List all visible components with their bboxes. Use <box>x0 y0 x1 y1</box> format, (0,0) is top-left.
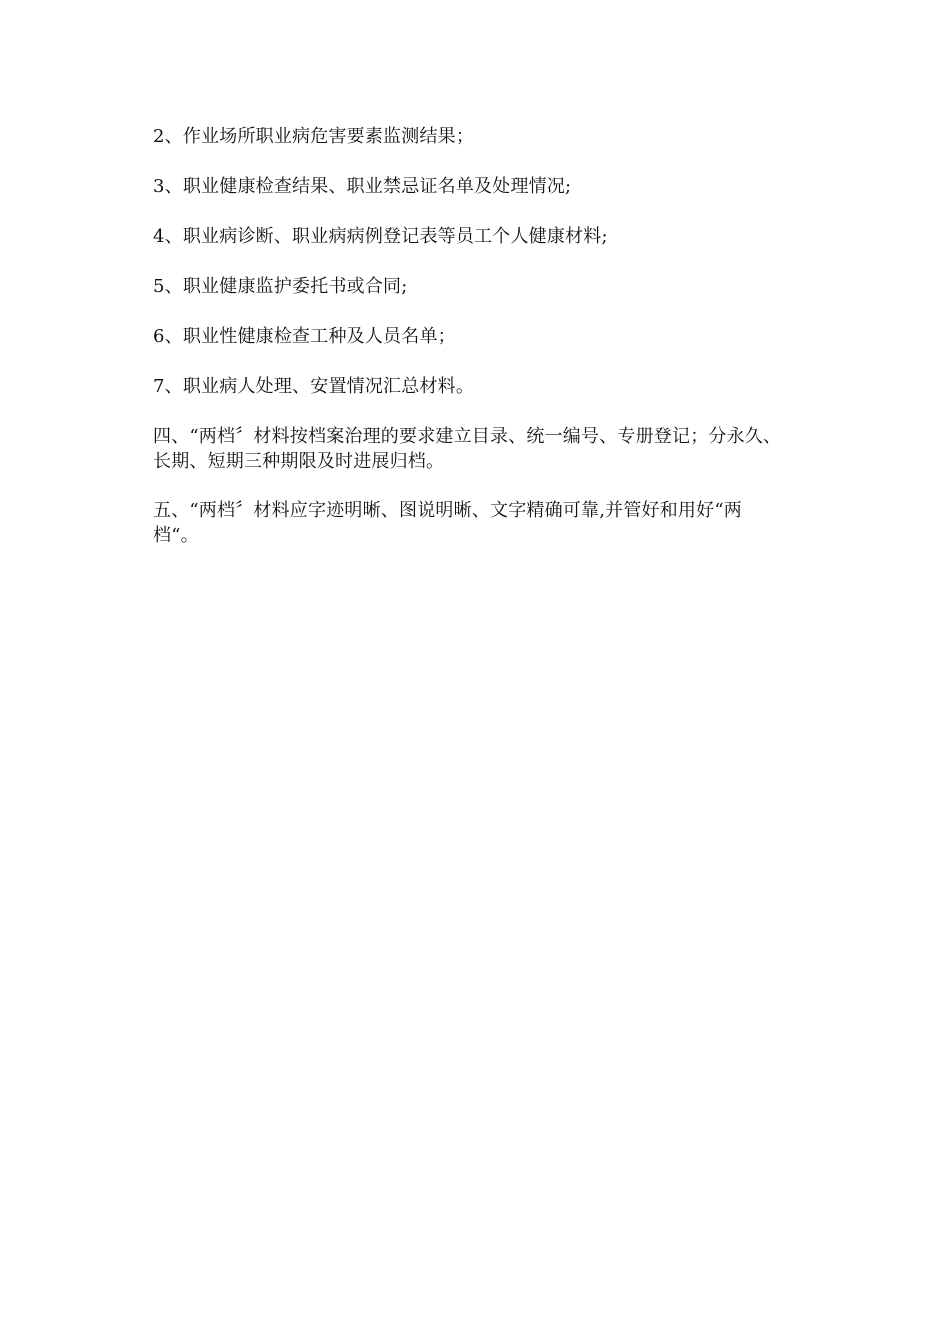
list-item: 3、职业健康检查结果、职业禁忌证名单及处理情况; <box>153 176 572 197</box>
document-body <box>150 124 782 572</box>
list-item: 5、职业健康监护委托书或合同; <box>153 276 408 297</box>
list-item: 2、作业场所职业病危害要素监测结果； <box>153 126 475 147</box>
section-paragraph-5: 五、“两档〞材料应字迹明晰、图说明晰、文字精确可靠,并管好和用好“两档“。 <box>153 500 742 546</box>
section-paragraph-4: 四、“两档〞材料按档案治理的要求建立目录、统一编号、专册登记；分永久、长期、短期三种期限及时进展归档。 <box>153 426 782 472</box>
list-item: 6、职业性健康检查工种及人员名单； <box>153 326 456 347</box>
list-item: 7、职业病人处理、安置情况汇总材料。 <box>153 376 475 397</box>
list-item: 4、职业病诊断、职业病病例登记表等员工个人健康材料; <box>153 226 608 247</box>
